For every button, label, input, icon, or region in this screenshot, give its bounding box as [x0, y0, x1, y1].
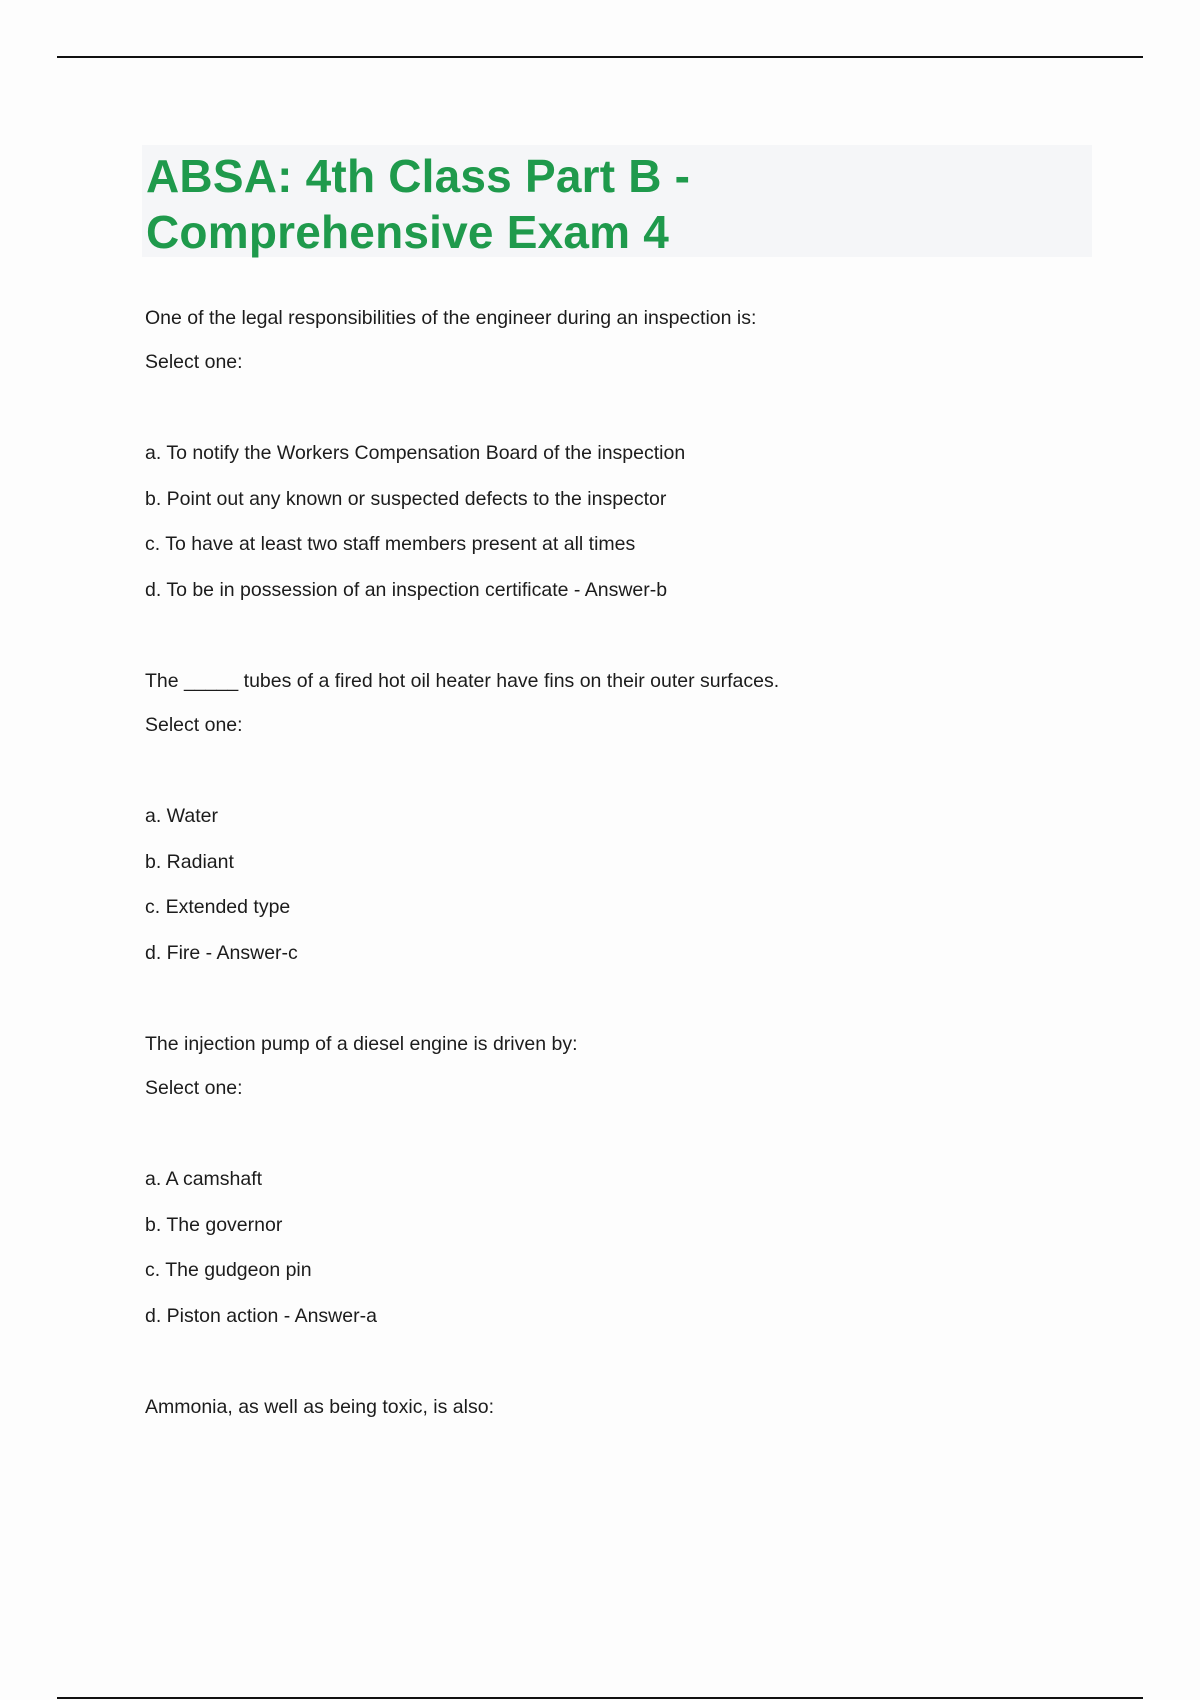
question-3-option-d: d. Piston action - Answer-a [145, 1305, 377, 1327]
header-rule [57, 56, 1143, 58]
title-line-2: Comprehensive Exam 4 [146, 206, 670, 258]
question-2-option-d: d. Fire - Answer-c [145, 942, 298, 964]
question-2-prompt: The _____ tubes of a fired hot oil heater have fins on their outer surfaces. [145, 670, 780, 692]
question-3-prompt: The injection pump of a diesel engine is driven by: [145, 1033, 578, 1055]
question-1-instruction: Select one: [145, 351, 243, 373]
question-2-option-a: a. Water [145, 805, 218, 827]
question-2-instruction: Select one: [145, 714, 243, 736]
question-4-prompt: Ammonia, as well as being toxic, is also: [145, 1396, 494, 1418]
question-2-option-c: c. Extended type [145, 896, 291, 918]
question-3-option-b: b. The governor [145, 1214, 283, 1236]
question-1-option-d: d. To be in possession of an inspection certificate - Answer-b [145, 579, 668, 601]
question-3-instruction: Select one: [145, 1077, 243, 1099]
document-title [146, 148, 690, 260]
question-1-option-a: a. To notify the Workers Compensation Board of the inspection [145, 442, 686, 464]
title-line-1: ABSA: 4th Class Part B - [146, 150, 691, 202]
footer-rule [57, 1697, 1143, 1699]
question-1-option-b: b. Point out any known or suspected defects to the inspector [145, 488, 667, 510]
question-1-option-c: c. To have at least two staff members present at all times [145, 533, 636, 555]
question-3-option-c: c. The gudgeon pin [145, 1259, 312, 1281]
question-2-option-b: b. Radiant [145, 851, 234, 873]
question-1-prompt: One of the legal responsibilities of the engineer during an inspection is: [145, 307, 757, 329]
question-3-option-a: a. A camshaft [145, 1168, 263, 1190]
